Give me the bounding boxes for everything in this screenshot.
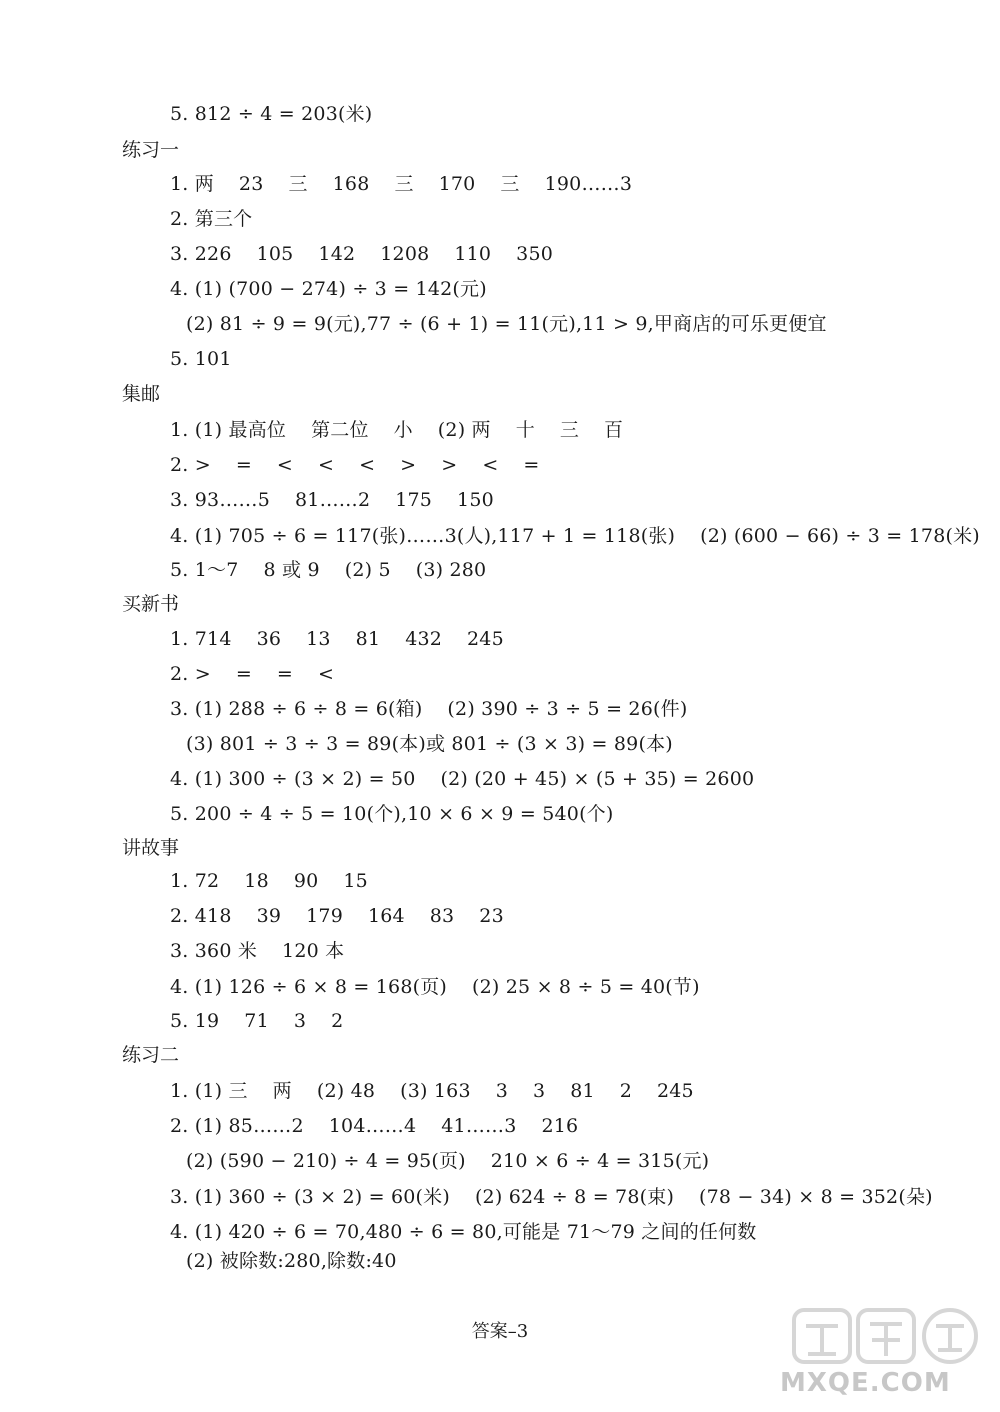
answer-line: (3) 801 ÷ 3 ÷ 3 = 89(本)或 801 ÷ (3 × 3) = 89(本) xyxy=(186,733,673,755)
watermark-logo-icon xyxy=(792,1306,982,1366)
answer-line: (2) 被除数:280,除数:40 xyxy=(186,1250,397,1272)
answer-line: 4. (1) 300 ÷ (3 × 2) = 50 (2) (20 + 45) × (5 + 35) = 2600 xyxy=(170,768,755,790)
section-heading-practice-2: 练习二 xyxy=(122,1044,180,1066)
answer-line: 2. 418 39 179 164 83 23 xyxy=(170,905,504,927)
answer-line: 2. > = < < < > > < = xyxy=(170,454,540,476)
answer-line: 3. (1) 288 ÷ 6 ÷ 8 = 6(箱) (2) 390 ÷ 3 ÷ 5 = 26(件) xyxy=(170,698,688,720)
answer-line: 3. (1) 360 ÷ (3 × 2) = 60(米) (2) 624 ÷ 8 = 78(束) (78 − 34) × 8 = 352(朵) xyxy=(170,1186,933,1208)
answer-line: 1. (1) 三 两 (2) 48 (3) 163 3 3 81 2 245 xyxy=(170,1080,694,1102)
answer-line: 1. 两 23 三 168 三 170 三 190……3 xyxy=(170,173,633,195)
answer-line: 1. 72 18 90 15 xyxy=(170,870,368,892)
answer-line: 4. (1) 126 ÷ 6 × 8 = 168(页) (2) 25 × 8 ÷ 5 = 40(节) xyxy=(170,976,700,998)
answer-line: 3. 360 米 120 本 xyxy=(170,940,345,962)
watermark xyxy=(774,1306,984,1402)
answer-line: 5. 812 ÷ 4 = 203(米) xyxy=(170,103,373,125)
answer-line: 4. (1) 705 ÷ 6 = 117(张)……3(人),117 + 1 = 118(张) (2) (600 − 66) ÷ 3 = 178(米) xyxy=(170,525,980,547)
watermark-site-text: MXQE.COM xyxy=(780,1368,951,1398)
answer-line: 5. 101 xyxy=(170,348,232,370)
section-heading-stamp-collecting: 集邮 xyxy=(122,383,161,405)
answer-line: 5. 19 71 3 2 xyxy=(170,1010,344,1032)
section-heading-buy-new-books: 买新书 xyxy=(122,593,180,615)
answer-line: 3. 226 105 142 1208 110 350 xyxy=(170,243,554,265)
section-heading-storytelling: 讲故事 xyxy=(122,837,180,859)
answer-line: 2. > = = < xyxy=(170,663,335,685)
answer-line: 5. 200 ÷ 4 ÷ 5 = 10(个),10 × 6 × 9 = 540(个) xyxy=(170,803,614,825)
answer-line: 2. (1) 85……2 104……4 41……3 216 xyxy=(170,1115,579,1137)
answer-line: 4. (1) 420 ÷ 6 = 70,480 ÷ 6 = 80,可能是 71～79 之间的任何数 xyxy=(170,1221,757,1243)
answer-line: (2) 81 ÷ 9 = 9(元),77 ÷ (6 + 1) = 11(元),11 > 9,甲商店的可乐更便宜 xyxy=(186,313,827,335)
answer-line: (2) (590 − 210) ÷ 4 = 95(页) 210 × 6 ÷ 4 = 315(元) xyxy=(186,1150,710,1172)
answer-line: 3. 93……5 81……2 175 150 xyxy=(170,489,494,511)
answer-line: 5. 1～7 8 或 9 (2) 5 (3) 280 xyxy=(170,559,487,581)
answer-line: 1. 714 36 13 81 432 245 xyxy=(170,628,504,650)
answer-line: 4. (1) (700 − 274) ÷ 3 = 142(元) xyxy=(170,278,487,300)
page-number: 答案–3 xyxy=(471,1321,529,1342)
section-heading-practice-1: 练习一 xyxy=(122,139,180,161)
answer-line: 1. (1) 最高位 第二位 小 (2) 两 十 三 百 xyxy=(170,419,624,441)
answer-line: 2. 第三个 xyxy=(170,208,253,230)
